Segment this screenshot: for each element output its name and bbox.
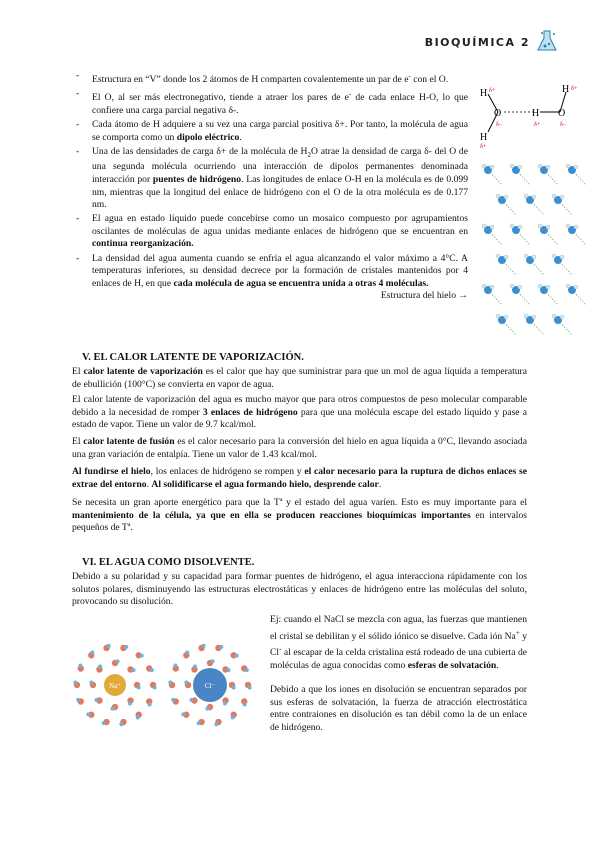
water-hydrogen: [73, 680, 77, 684]
hydrogen-atom: [546, 225, 550, 229]
water-hydrogen: [219, 645, 223, 649]
hydrogen-atom: [538, 284, 542, 288]
hydrogen-atom: [574, 285, 578, 289]
hydrogen-atom: [538, 164, 542, 168]
list-item: - El O, al ser más electronegativo, tiende a atraer los pares de e- de cada enlace H-O, lo que confiere una carga parcial negativa δ-.: [92, 88, 468, 117]
hydrogen-atom: [482, 164, 486, 168]
hydrogen-atom: [532, 255, 536, 259]
hydrogen-atom: [496, 194, 500, 198]
paragraph: Debido a que los iones en disolución se encuentran separados por sus esferas de solvatación, la fuerza de atracción electrostática entre contraiones en disolución es tan débil como la de un enlace de hidrógeno.: [270, 684, 527, 733]
cl-solvation-sphere-image: [160, 620, 260, 750]
water-hydrogen: [184, 680, 188, 684]
water-hydrogen: [110, 707, 114, 711]
hydrogen-atom: [566, 164, 570, 168]
water-hydrogen: [124, 645, 128, 649]
water-hydrogen: [181, 712, 185, 716]
water-hydrogen: [231, 716, 235, 720]
water-hydrogen: [190, 698, 194, 702]
water-hydrogen: [76, 698, 80, 702]
delta-minus-label: δ−: [560, 122, 567, 128]
h-atom-label: H: [480, 132, 488, 143]
paragraph: Ej: cuando el NaCl se mezcla con agua, las fuerzas que mantienen el cristal se debilitan y el sólido iónico se disuelve. Cada ión Na+ y Cl- al escapar de la celda cristalina está rodeado de una cubierta de moléculas de agua conocidas como esferas de solvatación.: [270, 614, 527, 672]
water-hydrogen: [140, 654, 144, 658]
water-hydrogen: [95, 698, 99, 702]
hydrogen-atom: [490, 165, 494, 169]
water-hydrogen: [98, 665, 102, 669]
hydrogen-atom: [532, 195, 536, 199]
h-atom-label: H: [480, 88, 488, 99]
hydrogen-atom: [510, 284, 514, 288]
hydrogen-atom: [574, 225, 578, 229]
ion-label: Cl⁻: [204, 682, 216, 690]
water-hydrogen: [128, 701, 132, 705]
water-hydrogen: [136, 716, 140, 720]
water-hydrogen: [78, 664, 82, 668]
water-hydrogen: [248, 686, 252, 690]
water-hydrogen: [153, 686, 157, 690]
list-item: - Cada átomo de H adquiere a su vez una carga parcial positiva δ+. Por tanto, la molécula de agua se comporta como un dipolo eléctrico.: [92, 119, 468, 144]
hydrogen-atom: [524, 314, 528, 318]
hydrogen-atom: [482, 284, 486, 288]
paragraph: El calor latente de vaporización del agua es mucho mayor que para otros compuestos de peso molecular comparable debido a la necesidad de romper 3 enlaces de hidrógeno para que una molécula escape del estado líquido y pase a estado de vapor. Tiene un valor de 9.7 kcal/mol.: [72, 394, 527, 431]
water-hydrogen: [107, 644, 111, 648]
water-hydrogen: [226, 668, 230, 672]
water-hydrogen: [116, 659, 120, 663]
delta-plus-label: δ+: [480, 144, 487, 150]
hydrogen-atom: [490, 285, 494, 289]
hydrogen-atom: [560, 195, 564, 199]
delta-plus-label: δ+: [534, 122, 541, 128]
section-title: V. EL CALOR LATENTE DE VAPORIZACIÓN.: [82, 352, 304, 363]
ice-caption: Estructura del hielo →: [380, 290, 468, 302]
hydrogen-atom: [532, 315, 536, 319]
water-hydrogen: [202, 644, 206, 648]
water-hydrogen: [205, 707, 209, 711]
paragraph: Al fundirse el hielo, los enlaces de hidrógeno se rompen y el calor necesario para la ruptura de dichos enlaces se extrae del entorno. Al solidificarse el agua formando hielo, desprende calor.: [72, 466, 527, 490]
water-hydrogen: [223, 701, 227, 705]
hydrogen-atom: [538, 224, 542, 228]
water-hydrogen: [245, 668, 249, 672]
hydrogen-atom: [552, 254, 556, 258]
water-hydrogen: [235, 654, 239, 658]
flask-icon: [534, 28, 560, 54]
hydrogen-atom: [518, 285, 522, 289]
water-hydrogen: [243, 702, 247, 706]
water-hydrogen: [197, 721, 201, 725]
list-item: - La densidad del agua aumenta cuando se enfría el agua alcanzando el valor máximo a 4°C. A temperaturas inferiores, su densidad decrece por la formación de cristales mantenidos por 4 enlaces de H, en que cada molécula de agua se encuentra unida a otras 4 moléculas. Estructura del hielo →: [92, 253, 468, 291]
hydrogen-atom: [546, 165, 550, 169]
section-title: VI. EL AGUA COMO DISOLVENTE.: [82, 557, 255, 568]
hydrogen-atom: [574, 165, 578, 169]
water-hydrogen: [90, 650, 94, 654]
water-hydrogen: [137, 686, 141, 690]
hydrogen-atom: [552, 194, 556, 198]
ion-label: Na⁺: [109, 682, 121, 690]
h-atom-label: H: [532, 108, 540, 119]
ice-structure-image: [476, 158, 588, 338]
water-hydrogen: [102, 721, 106, 725]
hydrogen-atom: [496, 314, 500, 318]
o-atom-label: O: [558, 108, 566, 119]
hydrogen-atom: [510, 224, 514, 228]
water-hydrogen: [131, 668, 135, 672]
hydrogen-atom: [482, 224, 486, 228]
water-hydrogen: [119, 722, 123, 726]
water-hydrogen: [148, 702, 152, 706]
hydrogen-atom: [518, 225, 522, 229]
na-solvation-sphere-image: [70, 620, 160, 750]
delta-minus-label: δ−: [496, 122, 503, 128]
hydrogen-atom: [566, 284, 570, 288]
list-item: - Una de las densidades de carga δ+ de la molécula de $H_2O$ atrae la densidad de carga δ- del O de una segunda molécula ocurriendo una interacción de dipolos permanentes denominada interacción por puentes de hidrógeno. Las longitudes de enlace O-H en la molécula es de 0.099 nm, mientras que la longitud del enlace de hidrógeno con el O de la otra molécula es de 0.177 nm.: [92, 146, 468, 212]
page-header-title: BIOQUÍMICA 2: [424, 36, 530, 49]
paragraph: Se necesita un gran aporte energético para que la Tª y el estado del agua varíen. Esto es muy importante para el mantenimiento de la célula, ya que en ella se producen reacciones bioquímicas importantes en intervalos pequeños de Tª.: [72, 497, 528, 534]
delta-plus-label: δ+: [489, 88, 496, 94]
hydrogen-atom: [560, 255, 564, 259]
water-properties-list: [92, 70, 468, 303]
hydrogen-atom: [504, 255, 508, 259]
water-hydrogen: [232, 686, 236, 690]
water-hydrogen: [185, 650, 189, 654]
water-hydrogen: [193, 665, 197, 669]
hydrogen-atom: [566, 224, 570, 228]
hydrogen-atom: [504, 195, 508, 199]
water-hydrogen: [211, 659, 215, 663]
paragraph: Debido a su polaridad y su capacidad para formar puentes de hidrógeno, el agua interacciona rápidamente con los solutos polares, disminuyendo las estructuras electrostáticas y enlaces de hidrógeno entre las moléculas del soluto, provocando su disolución.: [72, 571, 527, 608]
delta-plus-label: δ+: [571, 86, 578, 92]
hydrogen-atom: [496, 254, 500, 258]
water-hydrogen: [89, 680, 93, 684]
list-item: - Estructura en “V” donde los 2 átomos de H comparten covalentemente un par de e- con el O.: [92, 70, 468, 87]
hydrogen-atom: [560, 315, 564, 319]
list-item: - El agua en estado líquido puede concebirse como un mosaico compuesto por agrupamientos oscilantes de moléculas de agua unidas mediante enlaces de hidrógeno que se encuentran en continua reorganización.: [92, 213, 468, 251]
water-hydrogen: [86, 712, 90, 716]
hydrogen-atom: [490, 225, 494, 229]
hydrogen-atom: [552, 314, 556, 318]
hydrogen-atom: [518, 165, 522, 169]
h-atom-label: H: [562, 84, 570, 95]
o-atom-label: O: [494, 108, 502, 119]
hydrogen-atom: [524, 254, 528, 258]
hydrogen-atom: [524, 194, 528, 198]
paragraph: El calor latente de vaporización es el calor que hay que suministrar para que un mol de agua líquida a temperatura de ebullición (100°C) se convierta en vapor de agua.: [72, 366, 527, 390]
hydrogen-atom: [510, 164, 514, 168]
water-hydrogen: [150, 668, 154, 672]
water-hydrogen: [173, 664, 177, 668]
hydrogen-atom: [546, 285, 550, 289]
water-hydrogen: [171, 698, 175, 702]
hydrogen-atom: [504, 315, 508, 319]
paragraph: El calor latente de fusión es el calor necesario para la conversión del hielo en agua líquida a 0°C, llevando asociada una gran variación de entalpía. Tiene un valor de 1.43 kcal/mol.: [72, 436, 527, 460]
hydrogen-bond-diagram: [474, 80, 584, 150]
water-hydrogen: [168, 680, 172, 684]
water-hydrogen: [214, 722, 218, 726]
